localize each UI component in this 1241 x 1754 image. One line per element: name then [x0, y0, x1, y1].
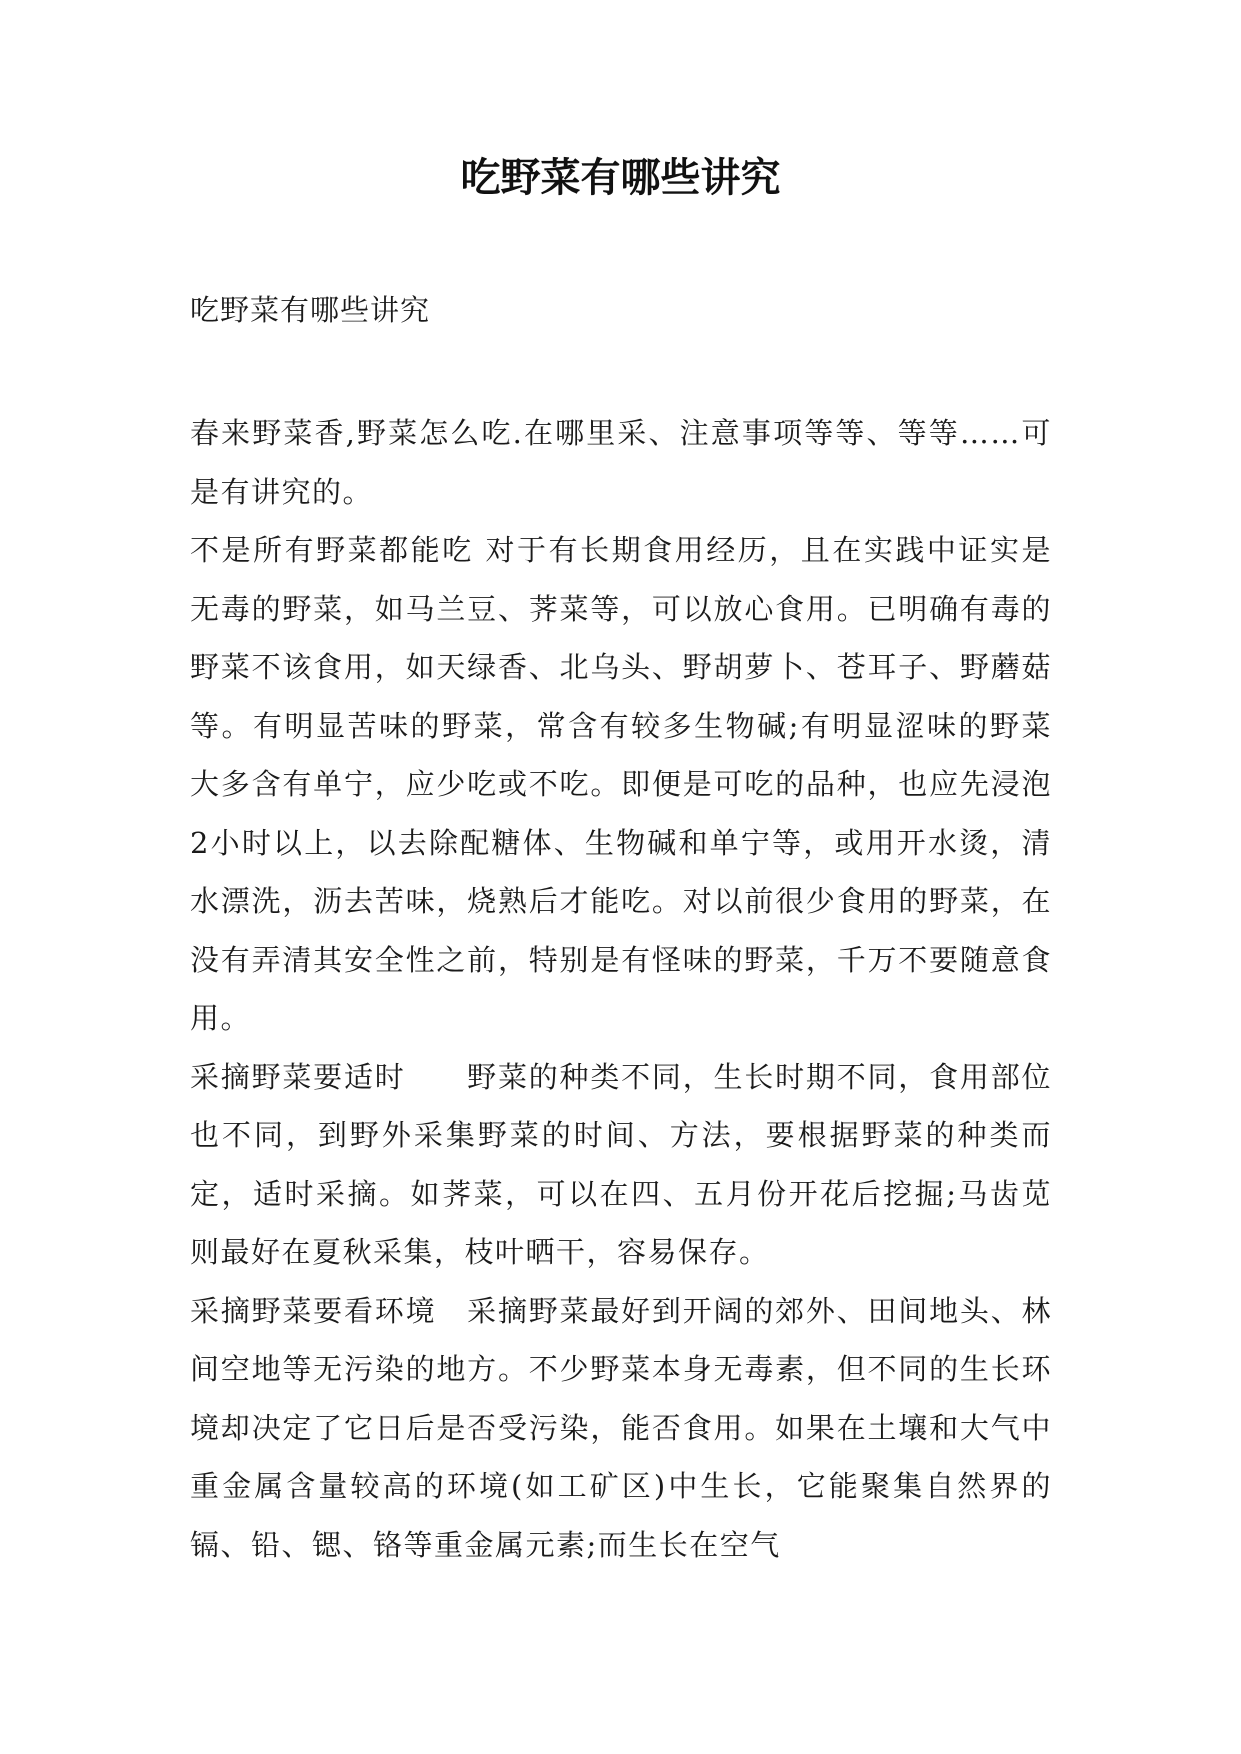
paragraph-not-all-edible: 不是所有野菜都能吃 对于有长期食用经历，且在实践中证实是无毒的野菜，如马兰豆、荠菜等，可以放心食用。已明确有毒的野菜不该食用，如天绿香、北乌头、野胡萝卜、苍耳子、野蘑菇等。有明显苦味的野菜，常含有较多生物碱;有明显涩味的野菜大多含有单宁，应少吃或不吃。即便是可吃的品种，也应先浸泡2小时以上，以去除配糖体、生物碱和单宁等，或用开水烫，清水漂洗，沥去苦味，烧熟后才能吃。对以前很少食用的野菜，在没有弄清其安全性之前，特别是有怪味的野菜，千万不要随意食用。: [190, 533, 1052, 1035]
paragraph-intro: 春来野菜香,野菜怎么吃.在哪里采、注意事项等等、等等……可是有讲究的。: [190, 416, 1052, 509]
paragraph-environment: 采摘野菜要看环境 采摘野菜最好到开阔的郊外、田间地头、林间空地等无污染的地方。不少野菜本身无毒素，但不同的生长环境却决定了它日后是否受污染，能否食用。如果在土壤和大气中重金属含量较高的环境(如工矿区)中生长，它能聚集自然界的镉、铅、锶、铬等重金属元素;而生长在空气: [190, 1293, 1052, 1562]
document-subtitle: 吃野菜有哪些讲究: [190, 293, 431, 327]
page-title: 吃野菜有哪些讲究: [460, 155, 781, 201]
document-body: [190, 404, 1052, 1574]
paragraph-timely-picking: 采摘野菜要适时 野菜的种类不同，生长时期不同，食用部位也不同，到野外采集野菜的时间、方法，要根据野菜的种类而定，适时采摘。如荠菜，可以在四、五月份开花后挖掘;马齿苋则最好在夏秋采集，枝叶晒干，容易保存。: [190, 1059, 1052, 1269]
